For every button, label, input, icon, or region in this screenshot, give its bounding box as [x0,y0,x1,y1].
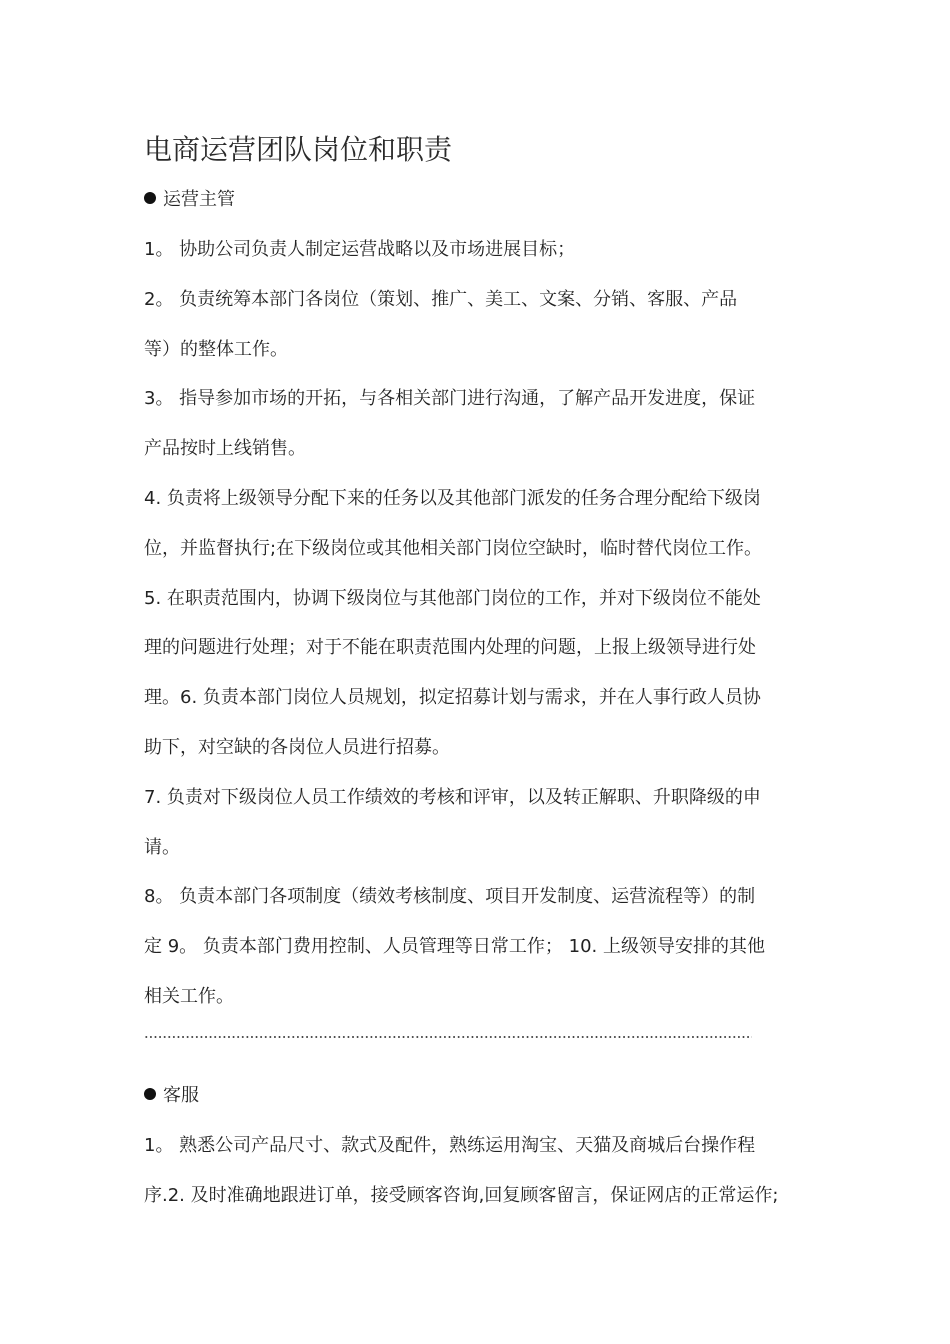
paragraph-line: 4. 负责将上级领导分配下来的任务以及其他部门派发的任务合理分配给下级岗 [144,488,761,509]
paragraph-line: 等）的整体工作。 [144,339,288,360]
paragraph-line: 5. 在职责范围内，协调下级岗位与其他部门岗位的工作，并对下级岗位不能处 [144,588,761,609]
paragraph-line: 8。 负责本部门各项制度（绩效考核制度、项目开发制度、运营流程等）的制 [144,886,756,907]
paragraph-line: 1。 协助公司负责人制定运营战略以及市场进展目标； [144,239,576,260]
bullet-icon [144,192,156,204]
dotted-divider [144,1036,752,1038]
paragraph-line: 3。 指导参加市场的开拓，与各相关部门进行沟通，了解产品开发进度，保证 [144,388,756,409]
paragraph-line: 7. 负责对下级岗位人员工作绩效的考核和评审，以及转正解职、升职降级的申 [144,787,761,808]
paragraph-line: 2。 负责统筹本部门各岗位（策划、推广、美工、文案、分销、客服、产品 [144,289,738,310]
paragraph-line: 1。 熟悉公司产品尺寸、款式及配件，熟练运用淘宝、天猫及商城后台操作程 [144,1135,756,1156]
paragraph-line: 助下，对空缺的各岗位人员进行招募。 [144,737,450,758]
paragraph-line: 理的问题进行处理；对于不能在职责范围内处理的问题，上报上级领导进行处 [144,637,756,658]
paragraph-line: 位，并监督执行;在下级岗位或其他相关部门岗位空缺时，临时替代岗位工作。 [144,538,763,559]
paragraph-line: 请。 [144,837,180,858]
paragraph-line: 相关工作。 [144,986,234,1007]
section-heading-label: 客服 [163,1085,199,1106]
section-heading-customer-service [144,1082,199,1110]
paragraph-line: 定 9。 负责本部门费用控制、人员管理等日常工作； 10. 上级领导安排的其他 [144,936,765,957]
paragraph-line: 序.2. 及时准确地跟进订单，接受顾客咨询,回复顾客留言，保证网店的正常运作; [144,1185,779,1206]
section-heading-operations-manager [144,186,235,214]
bullet-icon [144,1088,156,1100]
paragraph-line: 理。6. 负责本部门岗位人员规划，拟定招募计划与需求，并在人事行政人员协 [144,687,761,708]
document-title: 电商运营团队岗位和职责 [144,133,453,166]
paragraph-line: 产品按时上线销售。 [144,438,306,459]
section-heading-label: 运营主管 [163,189,235,210]
